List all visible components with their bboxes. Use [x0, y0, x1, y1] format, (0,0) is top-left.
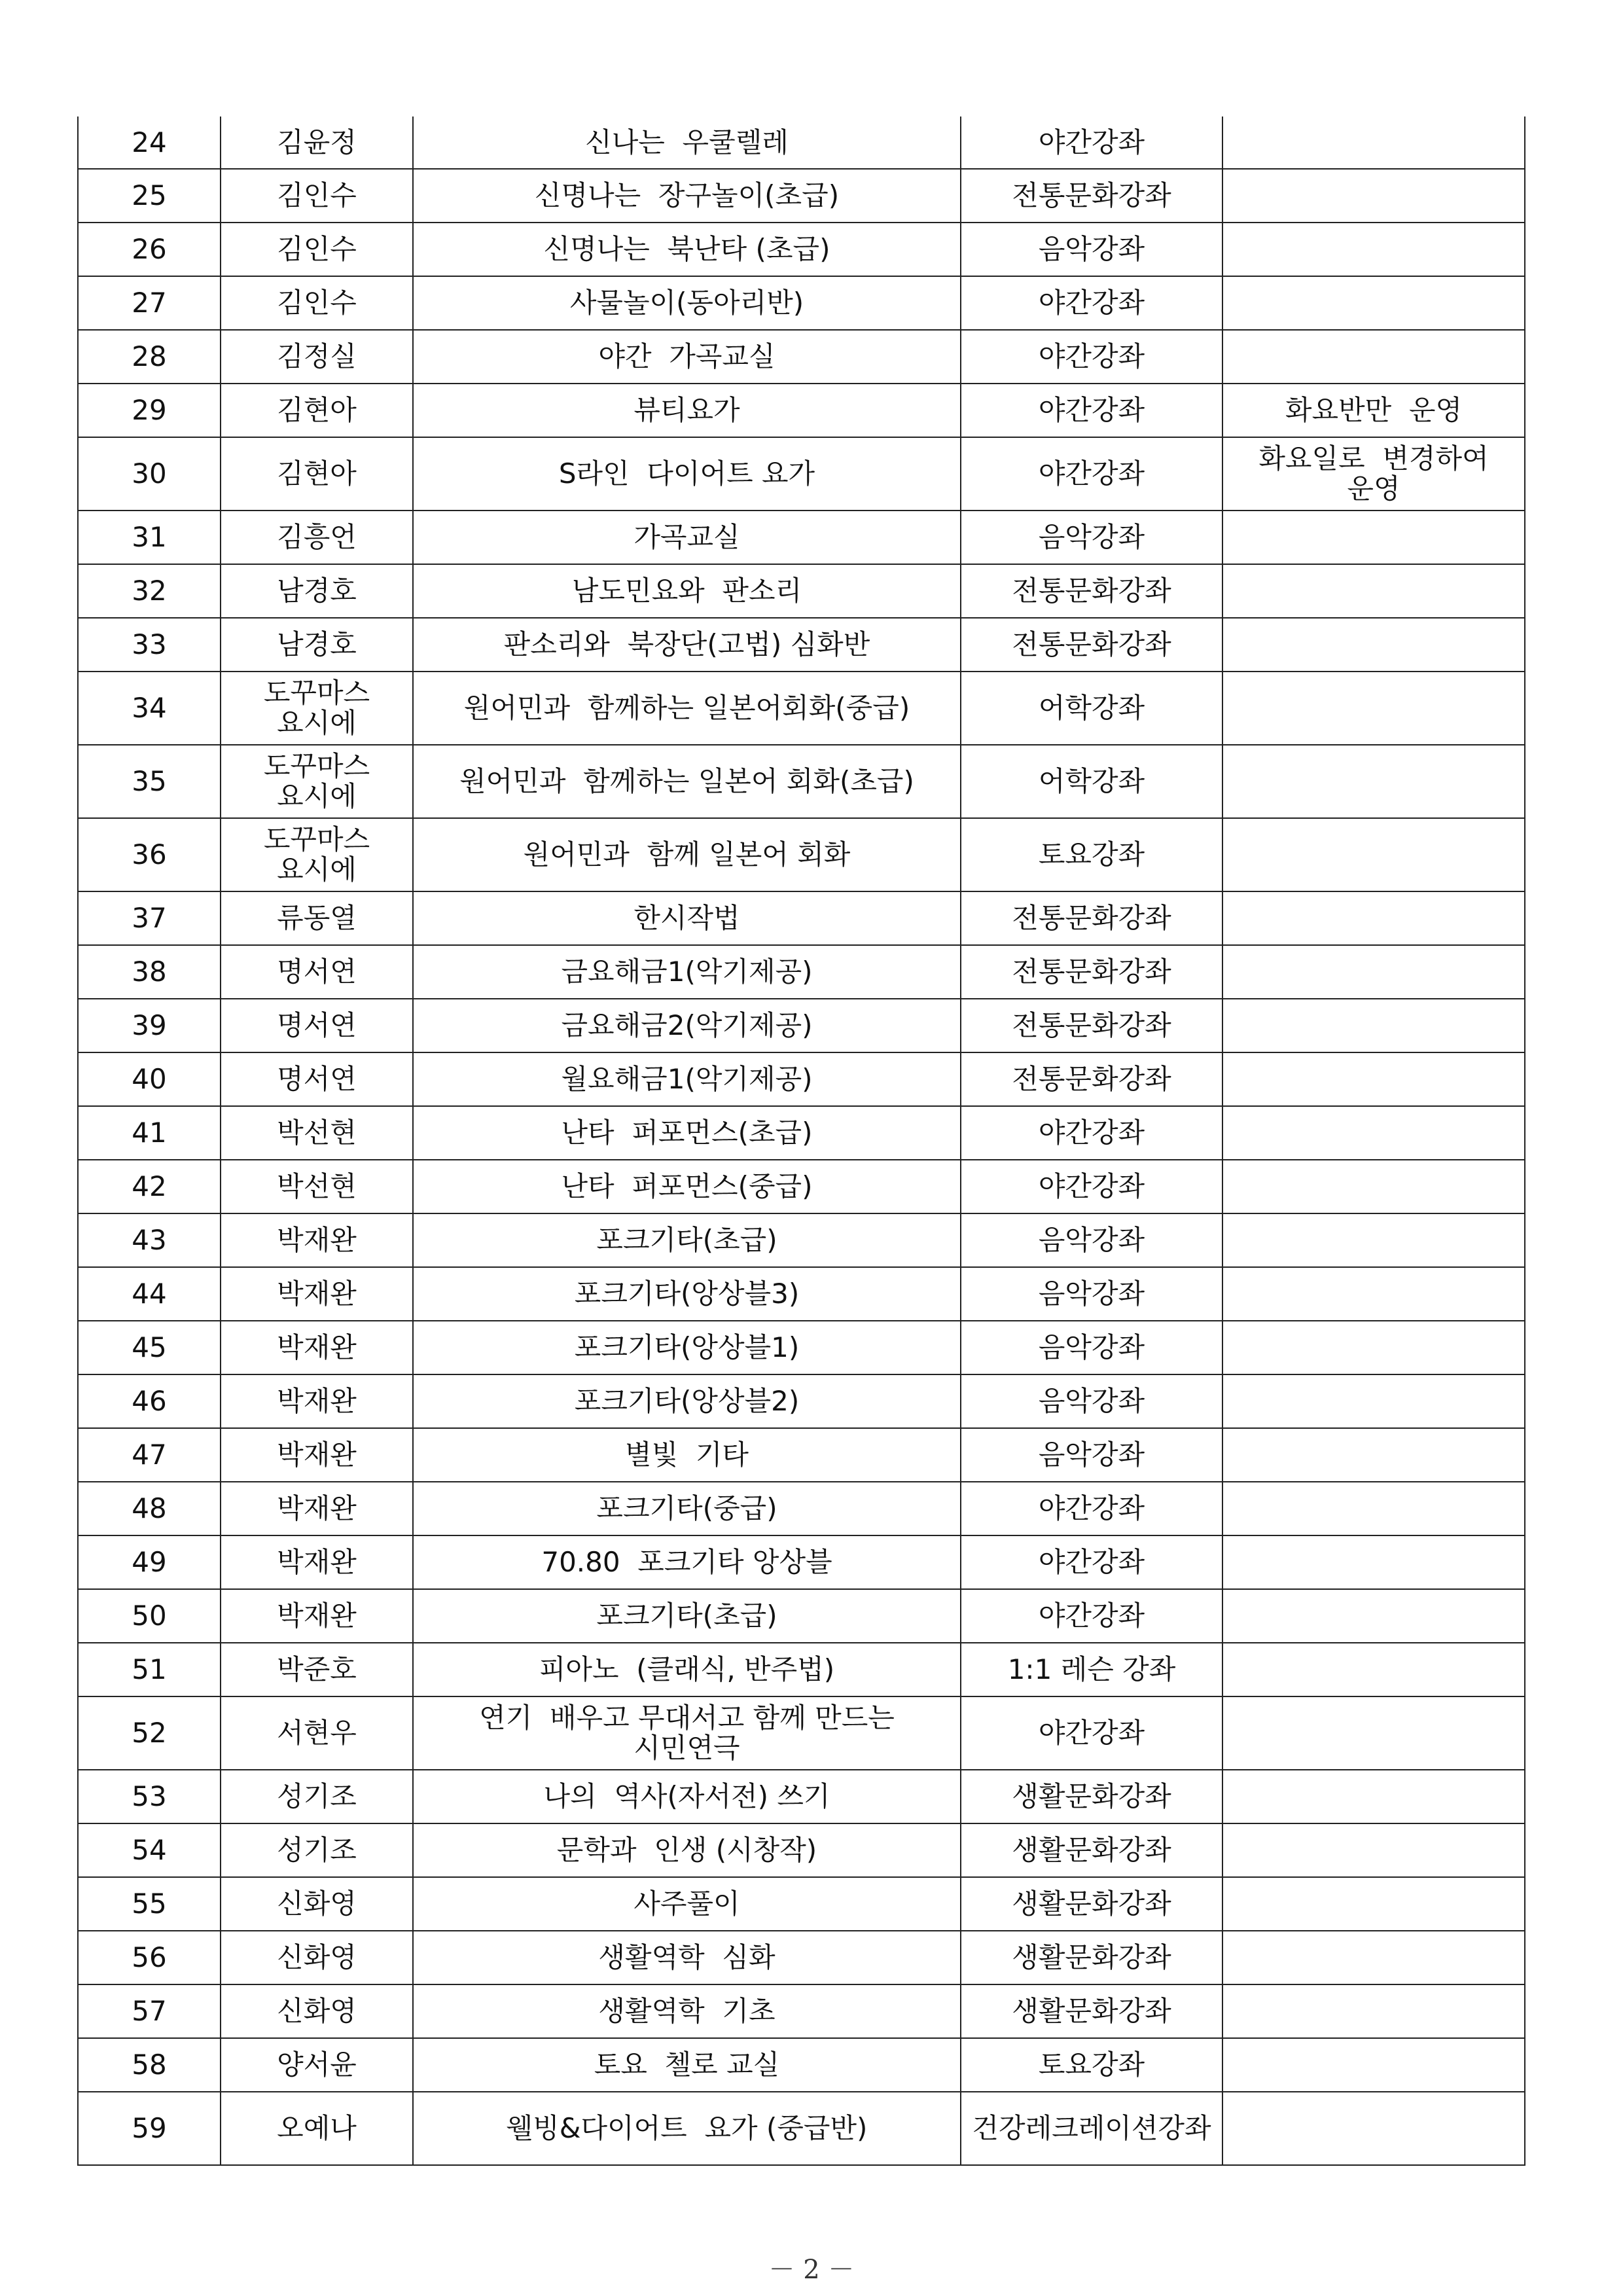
cell-category: 야간강좌 — [961, 1535, 1222, 1589]
cell-category: 음악강좌 — [961, 1321, 1222, 1374]
cell-course: 생활역학 심화 — [413, 1931, 961, 1984]
cell-course: 웰빙&다이어트 요가 (중급반) — [413, 2092, 961, 2165]
cell-course: 별빛 기타 — [413, 1428, 961, 1482]
cell-category: 전통문화강좌 — [961, 999, 1222, 1052]
cell-category: 생활문화강좌 — [961, 1770, 1222, 1823]
table-row — [78, 745, 1525, 818]
cell-category: 야간강좌 — [961, 1106, 1222, 1160]
table-row — [78, 1696, 1525, 1770]
cell-note — [1222, 2092, 1525, 2165]
cell-instructor: 박재완 — [221, 1374, 413, 1428]
cell-category: 야간강좌 — [961, 1589, 1222, 1643]
cell-instructor: 신화영 — [221, 1931, 413, 1984]
cell-no: 48 — [78, 1482, 221, 1535]
table-row — [78, 1589, 1525, 1643]
cell-note — [1222, 1267, 1525, 1321]
cell-no: 50 — [78, 1589, 221, 1643]
cell-note — [1222, 1052, 1525, 1106]
cell-course: 한시작법 — [413, 891, 961, 945]
cell-category: 토요강좌 — [961, 2038, 1222, 2092]
cell-course: 금요해금2(악기제공) — [413, 999, 961, 1052]
cell-no: 25 — [78, 169, 221, 223]
cell-category: 음악강좌 — [961, 1428, 1222, 1482]
table-row — [78, 818, 1525, 891]
cell-course: 포크기타(앙상블3) — [413, 1267, 961, 1321]
cell-note — [1222, 1696, 1525, 1770]
cell-note — [1222, 117, 1525, 169]
table-row — [78, 672, 1525, 745]
cell-category: 생활문화강좌 — [961, 1931, 1222, 1984]
cell-category: 야간강좌 — [961, 117, 1222, 169]
cell-course: 신명나는 북난타 (초급) — [413, 223, 961, 276]
cell-course: 가곡교실 — [413, 511, 961, 564]
course-table — [77, 117, 1525, 2166]
table-row — [78, 511, 1525, 564]
table-row — [78, 1321, 1525, 1374]
cell-no: 37 — [78, 891, 221, 945]
table-row — [78, 1052, 1525, 1106]
cell-instructor: 신화영 — [221, 1877, 413, 1931]
cell-instructor: 박재완 — [221, 1321, 413, 1374]
cell-course: 문학과 인생 (시창작) — [413, 1823, 961, 1877]
cell-note — [1222, 1931, 1525, 1984]
table-row — [78, 945, 1525, 999]
cell-instructor: 성기조 — [221, 1770, 413, 1823]
table-row — [78, 1535, 1525, 1589]
cell-instructor: 박재완 — [221, 1482, 413, 1535]
table-row — [78, 1643, 1525, 1696]
cell-note — [1222, 891, 1525, 945]
cell-no: 49 — [78, 1535, 221, 1589]
cell-category: 전통문화강좌 — [961, 618, 1222, 672]
cell-category: 음악강좌 — [961, 1267, 1222, 1321]
cell-course: 생활역학 기초 — [413, 1984, 961, 2038]
cell-instructor: 명서연 — [221, 1052, 413, 1106]
cell-instructor: 박재완 — [221, 1428, 413, 1482]
cell-note — [1222, 1482, 1525, 1535]
cell-note — [1222, 330, 1525, 384]
cell-note — [1222, 2038, 1525, 2092]
cell-instructor: 박선현 — [221, 1106, 413, 1160]
cell-instructor: 박재완 — [221, 1267, 413, 1321]
cell-course: S라인 다이어트 요가 — [413, 437, 961, 511]
cell-course: 사주풀이 — [413, 1877, 961, 1931]
table-row — [78, 999, 1525, 1052]
cell-category: 생활문화강좌 — [961, 1823, 1222, 1877]
cell-instructor: 류동열 — [221, 891, 413, 945]
cell-no: 44 — [78, 1267, 221, 1321]
cell-course: 난타 퍼포먼스(초급) — [413, 1106, 961, 1160]
table-row — [78, 2092, 1525, 2165]
cell-instructor: 박준호 — [221, 1643, 413, 1696]
cell-no: 30 — [78, 437, 221, 511]
cell-category: 어학강좌 — [961, 672, 1222, 745]
cell-category: 야간강좌 — [961, 1160, 1222, 1213]
cell-instructor: 김정실 — [221, 330, 413, 384]
cell-note — [1222, 1823, 1525, 1877]
cell-instructor: 김윤정 — [221, 117, 413, 169]
cell-category: 어학강좌 — [961, 745, 1222, 818]
cell-course: 토요 첼로 교실 — [413, 2038, 961, 2092]
cell-note — [1222, 1877, 1525, 1931]
cell-no: 41 — [78, 1106, 221, 1160]
cell-category: 건강레크레이션강좌 — [961, 2092, 1222, 2165]
cell-category: 야간강좌 — [961, 1696, 1222, 1770]
cell-no: 40 — [78, 1052, 221, 1106]
cell-note — [1222, 169, 1525, 223]
cell-no: 24 — [78, 117, 221, 169]
cell-note — [1222, 672, 1525, 745]
table-row — [78, 330, 1525, 384]
cell-no: 51 — [78, 1643, 221, 1696]
cell-category: 생활문화강좌 — [961, 1984, 1222, 2038]
cell-instructor: 남경호 — [221, 564, 413, 618]
table-row — [78, 891, 1525, 945]
cell-instructor: 김인수 — [221, 169, 413, 223]
table-row — [78, 564, 1525, 618]
cell-instructor: 박재완 — [221, 1589, 413, 1643]
cell-note — [1222, 945, 1525, 999]
cell-category: 야간강좌 — [961, 437, 1222, 511]
cell-note — [1222, 564, 1525, 618]
cell-no: 31 — [78, 511, 221, 564]
cell-note — [1222, 1643, 1525, 1696]
cell-no: 33 — [78, 618, 221, 672]
cell-note — [1222, 1589, 1525, 1643]
cell-category: 토요강좌 — [961, 818, 1222, 891]
cell-course: 포크기타(중급) — [413, 1482, 961, 1535]
cell-instructor: 박선현 — [221, 1160, 413, 1213]
cell-note — [1222, 511, 1525, 564]
cell-no: 38 — [78, 945, 221, 999]
cell-no: 36 — [78, 818, 221, 891]
cell-instructor: 도꾸마스 요시에 — [221, 818, 413, 891]
cell-category: 전통문화강좌 — [961, 169, 1222, 223]
cell-no: 28 — [78, 330, 221, 384]
table-row — [78, 1374, 1525, 1428]
cell-course: 사물놀이(동아리반) — [413, 276, 961, 330]
table-row — [78, 1428, 1525, 1482]
cell-note — [1222, 1374, 1525, 1428]
cell-instructor: 남경호 — [221, 618, 413, 672]
cell-category: 야간강좌 — [961, 1482, 1222, 1535]
cell-instructor: 김현아 — [221, 437, 413, 511]
cell-no: 34 — [78, 672, 221, 745]
cell-no: 42 — [78, 1160, 221, 1213]
cell-note — [1222, 1106, 1525, 1160]
cell-note — [1222, 1535, 1525, 1589]
cell-course: 뷰티요가 — [413, 384, 961, 437]
table-row — [78, 1106, 1525, 1160]
table-row — [78, 1877, 1525, 1931]
cell-category: 1:1 레슨 강좌 — [961, 1643, 1222, 1696]
cell-course: 연기 배우고 무대서고 함께 만드는 시민연극 — [413, 1696, 961, 1770]
cell-instructor: 서현우 — [221, 1696, 413, 1770]
cell-instructor: 신화영 — [221, 1984, 413, 2038]
cell-no: 52 — [78, 1696, 221, 1770]
table-row — [78, 1482, 1525, 1535]
cell-category: 음악강좌 — [961, 223, 1222, 276]
cell-no: 46 — [78, 1374, 221, 1428]
cell-note — [1222, 1213, 1525, 1267]
cell-course: 야간 가곡교실 — [413, 330, 961, 384]
cell-course: 판소리와 북장단(고법) 심화반 — [413, 618, 961, 672]
cell-instructor: 오예나 — [221, 2092, 413, 2165]
cell-category: 음악강좌 — [961, 1213, 1222, 1267]
cell-instructor: 도꾸마스 요시에 — [221, 745, 413, 818]
cell-instructor: 김현아 — [221, 384, 413, 437]
cell-note — [1222, 818, 1525, 891]
cell-category: 전통문화강좌 — [961, 564, 1222, 618]
course-table-body — [78, 117, 1525, 2165]
cell-course: 포크기타(초급) — [413, 1213, 961, 1267]
table-row — [78, 169, 1525, 223]
cell-category: 야간강좌 — [961, 276, 1222, 330]
table-row — [78, 1160, 1525, 1213]
cell-no: 56 — [78, 1931, 221, 1984]
cell-note — [1222, 1770, 1525, 1823]
cell-no: 27 — [78, 276, 221, 330]
cell-course: 월요해금1(악기제공) — [413, 1052, 961, 1106]
cell-instructor: 박재완 — [221, 1535, 413, 1589]
cell-course: 피아노 (클래식, 반주법) — [413, 1643, 961, 1696]
cell-no: 55 — [78, 1877, 221, 1931]
cell-instructor: 명서연 — [221, 945, 413, 999]
cell-no: 53 — [78, 1770, 221, 1823]
cell-category: 야간강좌 — [961, 330, 1222, 384]
cell-instructor: 김흥언 — [221, 511, 413, 564]
cell-note: 화요일로 변경하여 운영 — [1222, 437, 1525, 511]
table-row — [78, 276, 1525, 330]
table-row — [78, 1770, 1525, 1823]
cell-no: 29 — [78, 384, 221, 437]
table-row — [78, 117, 1525, 169]
table-row — [78, 618, 1525, 672]
cell-note — [1222, 1321, 1525, 1374]
page-number: － 2 － — [768, 2255, 855, 2285]
cell-category: 생활문화강좌 — [961, 1877, 1222, 1931]
table-row — [78, 1213, 1525, 1267]
cell-course: 원어민과 함께하는 일본어회화(중급) — [413, 672, 961, 745]
cell-note — [1222, 276, 1525, 330]
cell-category: 음악강좌 — [961, 1374, 1222, 1428]
cell-course: 원어민과 함께하는 일본어 회화(초급) — [413, 745, 961, 818]
cell-no: 58 — [78, 2038, 221, 2092]
cell-course: 남도민요와 판소리 — [413, 564, 961, 618]
cell-course: 신나는 우쿨렐레 — [413, 117, 961, 169]
cell-course: 금요해금1(악기제공) — [413, 945, 961, 999]
cell-category: 야간강좌 — [961, 384, 1222, 437]
table-row — [78, 1984, 1525, 2038]
cell-category: 전통문화강좌 — [961, 891, 1222, 945]
cell-note — [1222, 1428, 1525, 1482]
cell-instructor: 성기조 — [221, 1823, 413, 1877]
table-row — [78, 437, 1525, 511]
cell-category: 전통문화강좌 — [961, 945, 1222, 999]
cell-instructor: 도꾸마스 요시에 — [221, 672, 413, 745]
cell-instructor: 김인수 — [221, 276, 413, 330]
cell-no: 32 — [78, 564, 221, 618]
cell-note — [1222, 1160, 1525, 1213]
cell-no: 59 — [78, 2092, 221, 2165]
table-row — [78, 2038, 1525, 2092]
cell-note — [1222, 745, 1525, 818]
cell-category: 음악강좌 — [961, 511, 1222, 564]
cell-category: 전통문화강좌 — [961, 1052, 1222, 1106]
cell-instructor: 명서연 — [221, 999, 413, 1052]
cell-note: 화요반만 운영 — [1222, 384, 1525, 437]
cell-course: 원어민과 함께 일본어 회화 — [413, 818, 961, 891]
cell-no: 43 — [78, 1213, 221, 1267]
cell-instructor: 김인수 — [221, 223, 413, 276]
cell-note — [1222, 223, 1525, 276]
cell-no: 45 — [78, 1321, 221, 1374]
cell-instructor: 박재완 — [221, 1213, 413, 1267]
table-row — [78, 1823, 1525, 1877]
cell-no: 35 — [78, 745, 221, 818]
cell-course: 나의 역사(자서전) 쓰기 — [413, 1770, 961, 1823]
table-row — [78, 384, 1525, 437]
table-row — [78, 1267, 1525, 1321]
cell-note — [1222, 999, 1525, 1052]
cell-no: 39 — [78, 999, 221, 1052]
cell-no: 47 — [78, 1428, 221, 1482]
cell-course: 포크기타(초급) — [413, 1589, 961, 1643]
cell-course: 난타 퍼포먼스(중급) — [413, 1160, 961, 1213]
cell-course: 포크기타(앙상블2) — [413, 1374, 961, 1428]
cell-no: 54 — [78, 1823, 221, 1877]
cell-note — [1222, 618, 1525, 672]
cell-instructor: 양서윤 — [221, 2038, 413, 2092]
table-row — [78, 223, 1525, 276]
cell-note — [1222, 1984, 1525, 2038]
cell-course: 포크기타(앙상블1) — [413, 1321, 961, 1374]
table-row — [78, 1931, 1525, 1984]
cell-course: 신명나는 장구놀이(초급) — [413, 169, 961, 223]
cell-no: 57 — [78, 1984, 221, 2038]
cell-no: 26 — [78, 223, 221, 276]
cell-course: 70.80 포크기타 앙상블 — [413, 1535, 961, 1589]
